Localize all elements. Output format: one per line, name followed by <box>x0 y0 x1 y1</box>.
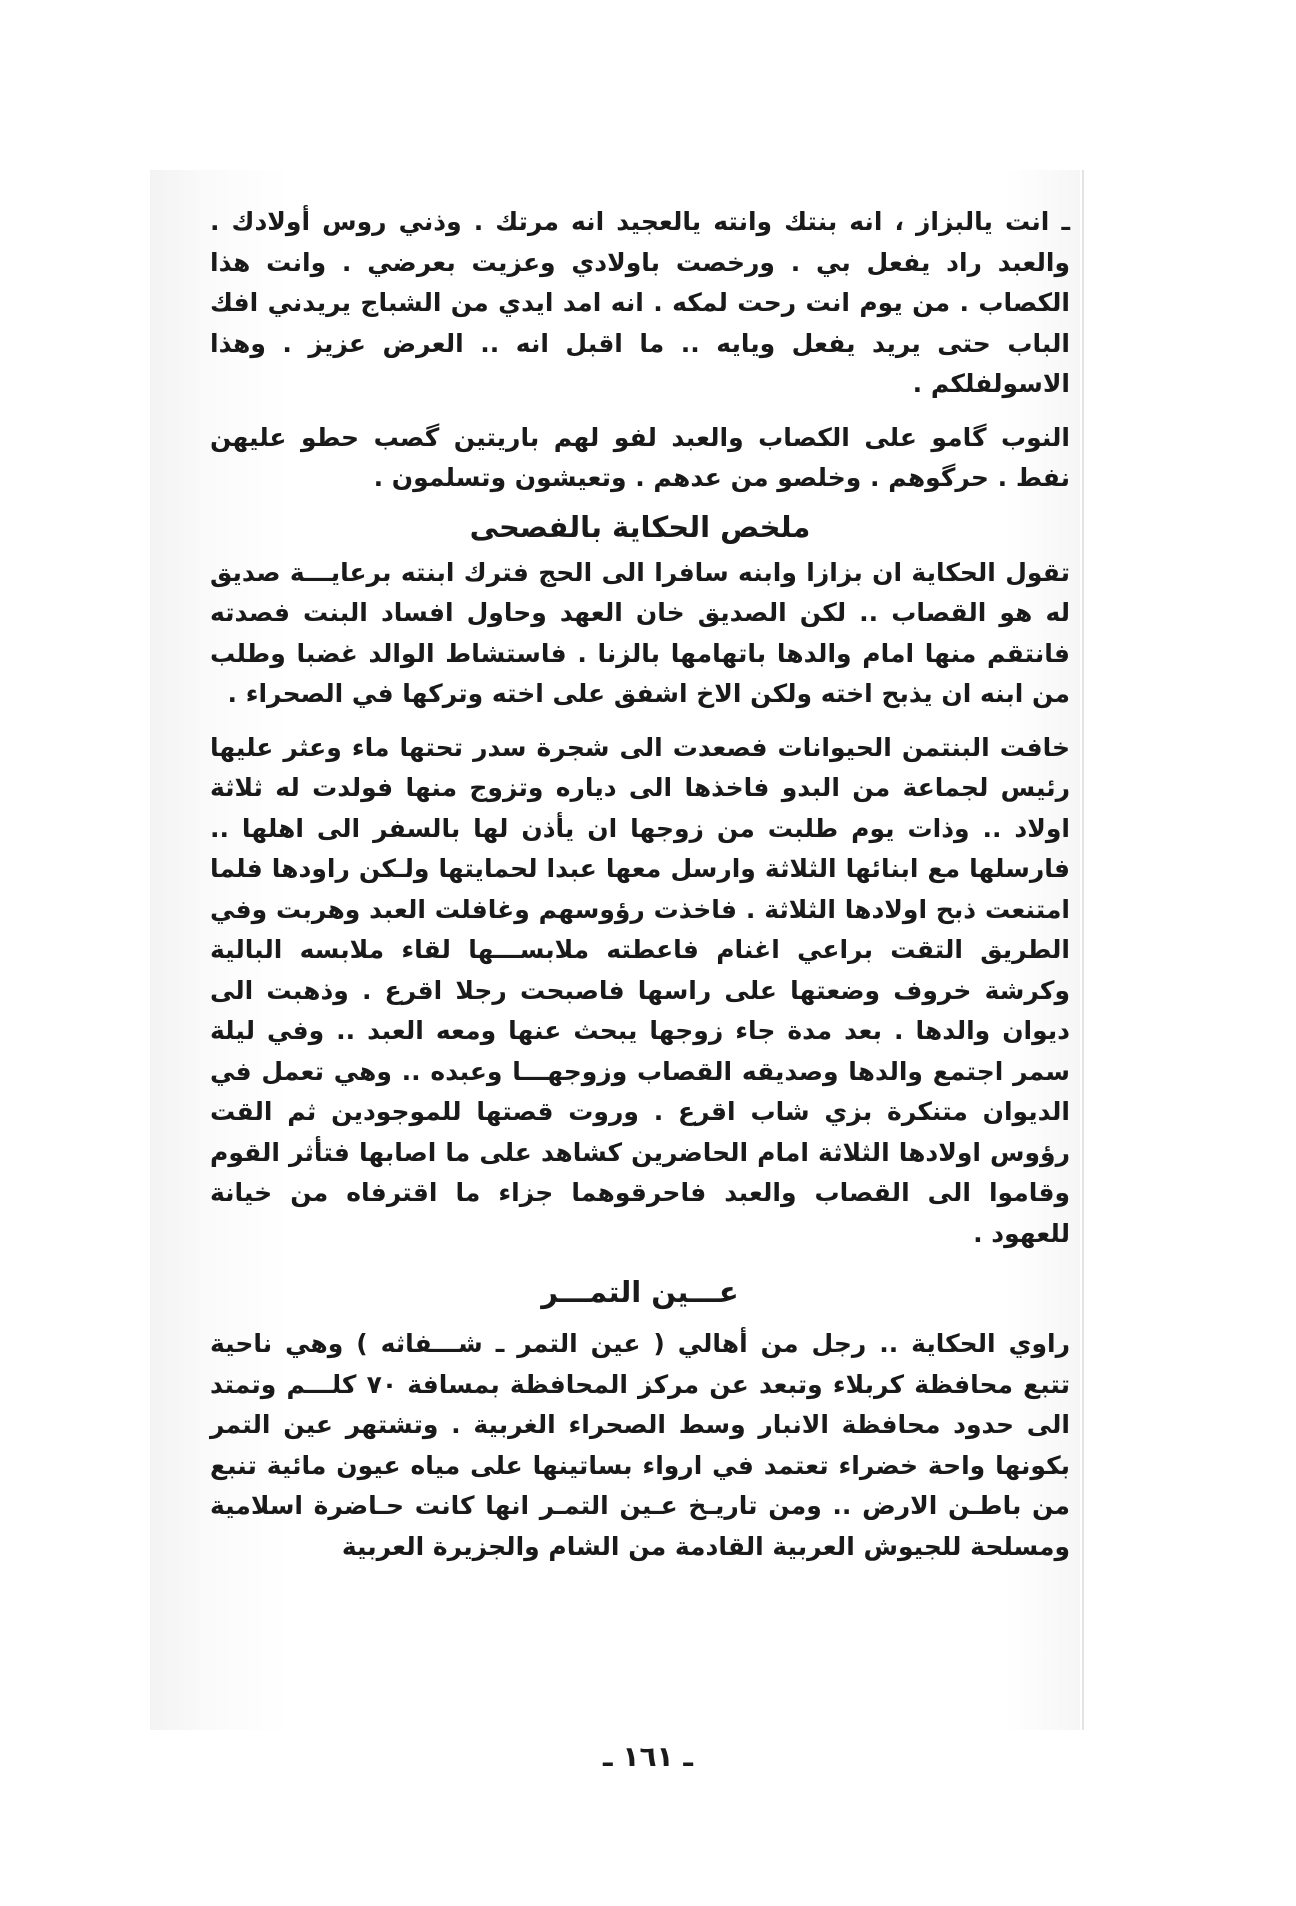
paragraph-story-ending: النوب گامو على الكصاب والعبد لفو لهم باريتين گصب حطو عليهن نفط . حرگوهم . وخلصو من عدهم . وتعيشون وتسلمون . <box>210 422 1070 492</box>
paragraph-dialogue-ending: ـ انت يالبزاز ، انه بنتك وانته يالعجيد انه مرتك . وذني روس أولادك . والعبد راد يفعل بي . ورخصت باولادي وعزيت بعرضي . وانت هذا الكصاب . من يوم انت رحت لمكه . انه امد ايدي من الشباج يريدني افك الباب حتى يريد يفعل ويايه .. ما اقبل انه .. العرض عزيز . وهذا الاسولفلكم . <box>210 207 1070 398</box>
page-number: ـ ١٦١ ـ <box>603 1740 693 1773</box>
paragraph-summary-part-2: خافت البنتمن الحيوانات فصعدت الى شجرة سدر تحتها ماء وعثر عليها رئيس لجماعة من البدو فاخذها الى دياره وتزوج منها فولدت له ثلاثة اولاد .. وذات يوم طلبت من زوجها ان يأذن لها بالسفر الى اهلها .. فارسلها مع ابنائها الثلاثة وارسل معها عبدا لحمايتها ولـكن راودها فلما امتنعت ذبح اولادها الثلاثة . فاخذت رؤوسهم وغافلت العبد وهربت وفي الطريق التقت براعي اغنام فاعطته ملابســـها لقاء ملابسه البالية وكرشة خروف وضعتها على راسها فاصبحت رجلا اقرع . وذهبت الى ديوان والدها . بعد مدة جاء زوجها يبحث عنها ومعه العبد .. وفي ليلة سمر اجتمع والدها وصديقه القصاب وزوجهـــا وعبده .. وهي تعمل في الديوان متنكرة بزي شاب اقرع . وروت قصتها للموجودين ثم القت رؤوس اولادها الثلاثة امام الحاضرين كشاهد على ما اصابها فتأثر القوم وقاموا الى القصاب والعبد فاحرقوهما جزاء ما اقترفاه من خيانة للعهود . <box>210 732 1070 1248</box>
heading-summary: ملخص الحكاية بالفصحى <box>469 509 811 544</box>
heading-ain-al-tamr: عـــين التمـــر <box>541 1275 739 1309</box>
paragraph-summary-part-1: تقول الحكاية ان بزازا وابنه سافرا الى الحج فترك ابنته برعايـــة صديق له هو القصاب .. لكن الصديق خان العهد وحاول افساد البنت فصدته فانتقم منها امام والدها باتهامها بالزنا . فاستشاط الوالد غضبا وطلب من ابنه ان يذبح اخته ولكن الاخ اشفق على اخته وتركها في الصحراء . <box>210 557 1070 708</box>
book-page-edge <box>1082 170 1084 1730</box>
page-text-body <box>210 202 1070 1567</box>
paragraph-ain-al-tamr: راوي الحكاية .. رجل من أهالي ( عين التمر ـ شـــفاثه ) وهي ناحية تتبع محافظة كربلاء وتبعد عن مركز المحافظة بمسافة ٧٠ كلـــم وتمتد الى حدود محافظة الانبار وسط الصحراء الغربية . وتشتهر عين التمر بكونها واحة خضراء تعتمد في ارواء بساتينها على مياه عيون مائية تنبع من باطـن الارض .. ومن تاريـخ عـين التمـر انها كانت حـاضرة اسلامية ومسلحة للجيوش العربية القادمة من الشام والجزيرة العربية <box>210 1329 1070 1561</box>
